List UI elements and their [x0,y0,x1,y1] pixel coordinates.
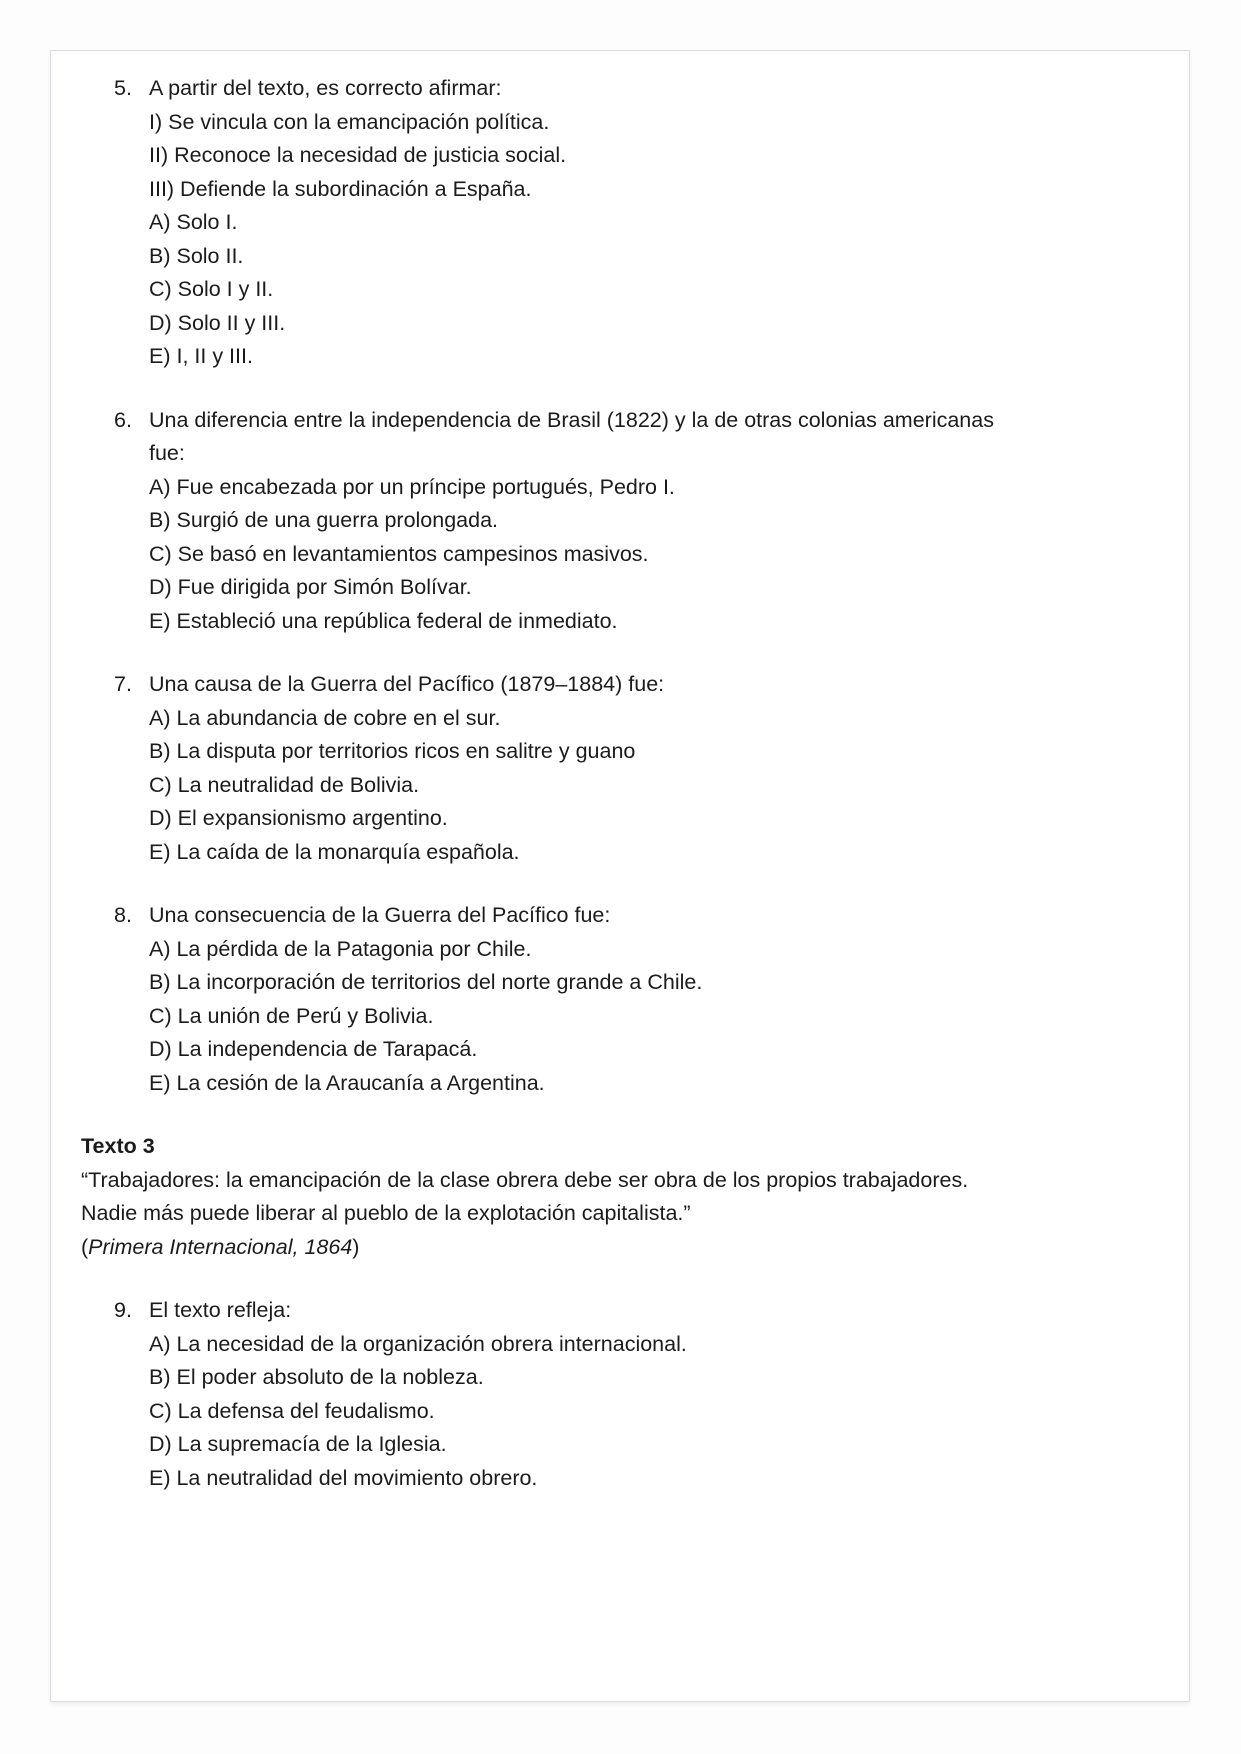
answer-option: A) La abundancia de cobre en el sur. [149,705,501,730]
answer-option: C) Solo I y II. [149,277,274,301]
answer-option: C) La unión de Perú y Bolivia. [149,1003,434,1028]
answer-option: E) La caída de la monarquía española. [149,839,520,864]
answer-option: A) La necesidad de la organización obrera internacional. [149,1331,687,1356]
answer-option: A) Fue encabezada por un príncipe portugués, Pedro I. [149,474,675,499]
question-stem: Una causa de la Guerra del Pacífico (1879–1884) fue: [149,672,665,696]
answer-option: B) La disputa por territorios ricos en salitre y guano [149,739,636,763]
answer-option: D) Fue dirigida por Simón Bolívar. [149,575,472,599]
statement-line: I) Se vincula con la emancipación política. [149,109,550,134]
question-number: 7. [114,672,132,696]
statement-line: II) Reconoce la necesidad de justicia social. [149,143,567,167]
answer-option: B) Surgió de una guerra prolongada. [149,508,499,532]
answer-option: C) Se basó en levantamientos campesinos masivos. [149,541,649,566]
question-block-6 [81,404,1159,639]
question-stem: El texto refleja: [149,1298,292,1322]
answer-option: D) Solo II y III. [149,310,286,335]
question-block-8 [81,899,1159,1100]
question-number: 5. [114,76,132,100]
answer-option: D) La supremacía de la Iglesia. [149,1432,447,1456]
answer-option: E) Estableció una república federal de inmediato. [149,608,618,633]
statement-line: III) Defiende la subordinación a España. [149,176,532,201]
texto3-source-paren-open: ( [81,1234,89,1259]
texto3-quote-line: “Trabajadores: la emancipación de la clase obrera debe ser obra de los propios trabajadores. [81,1167,969,1192]
answer-option: B) El poder absoluto de la nobleza. [149,1365,484,1389]
answer-option: B) Solo II. [149,243,244,268]
question-number: 9. [114,1298,132,1322]
texto3-source-paren-close: ) [352,1234,360,1259]
question-stem: Una diferencia entre la independencia de Brasil (1822) y la de otras colonias americanas [149,407,994,432]
answer-option: A) La pérdida de la Patagonia por Chile. [149,936,532,961]
question-stem: A partir del texto, es correcto afirmar: [149,76,502,100]
document-page [50,50,1190,1702]
question-block-9 [81,1294,1159,1495]
question-stem: Una consecuencia de la Guerra del Pacífico fue: [149,903,611,927]
texto3-heading: Texto 3 [81,1134,155,1158]
question-number: 6. [114,407,132,432]
texto3-source [81,1231,1159,1265]
texto3-source-citation: Primera Internacional, 1864 [88,1234,353,1259]
answer-option: C) La neutralidad de Bolivia. [149,772,420,797]
answer-option: D) La independencia de Tarapacá. [149,1037,478,1061]
answer-option: E) I, II y III. [149,344,253,368]
answer-option: A) Solo I. [149,210,238,234]
texto3-block [81,1130,1159,1264]
question-stem: fue: [149,441,185,465]
question-block-7 [81,668,1159,869]
answer-option: E) La cesión de la Araucanía a Argentina. [149,1070,545,1095]
answer-option: D) El expansionismo argentino. [149,806,448,830]
question-number: 8. [114,903,132,927]
question-block-5 [81,72,1159,374]
texto3-quote-line: Nadie más puede liberar al pueblo de la explotación capitalista.” [81,1201,691,1225]
answer-option: C) La defensa del feudalismo. [149,1398,435,1423]
answer-option: E) La neutralidad del movimiento obrero. [149,1465,538,1490]
answer-option: B) La incorporación de territorios del norte grande a Chile. [149,970,703,994]
